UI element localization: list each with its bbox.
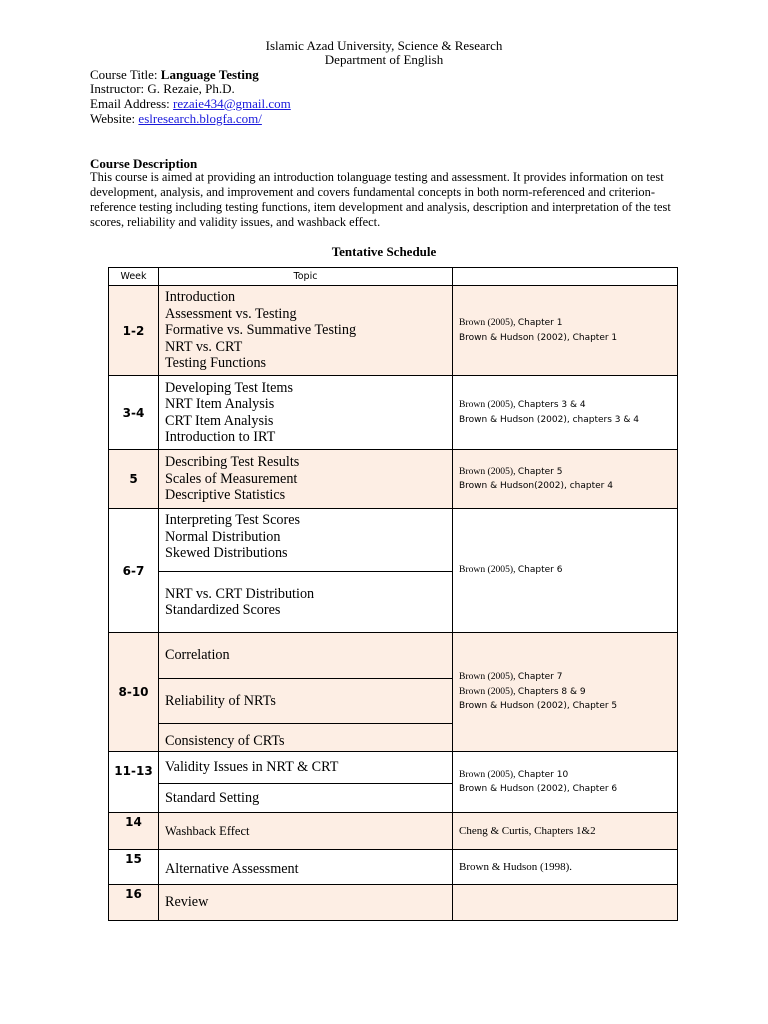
topic-cell bbox=[159, 509, 453, 572]
topic-cell bbox=[159, 572, 453, 633]
reading-item: Brown (2005), Chapter 5 bbox=[459, 465, 563, 477]
reading-item: Brown & Hudson (2002), Chapter 5 bbox=[459, 701, 618, 712]
table-row bbox=[109, 752, 678, 784]
topic-item: Review bbox=[165, 894, 209, 911]
reading-item: Brown (2005), Chapters 3 & 4 bbox=[459, 399, 586, 410]
topic-item: Skewed Distributions bbox=[165, 545, 288, 561]
course-title-value: Language Testing bbox=[160, 67, 259, 82]
topic-item: Testing Functions bbox=[165, 355, 267, 372]
week-cell: 8-10 bbox=[109, 633, 159, 752]
course-title-line bbox=[90, 67, 259, 82]
reading-cell bbox=[453, 450, 678, 509]
topic-item: Scales of Measurement bbox=[165, 470, 298, 487]
topic-item: NRT vs. CRT bbox=[165, 338, 243, 355]
topic-item: Reliability of NRTs bbox=[165, 692, 276, 709]
topic-item: Describing Test Results bbox=[165, 454, 300, 471]
table-row bbox=[109, 376, 678, 450]
website-line bbox=[90, 111, 262, 126]
topic-cell bbox=[159, 752, 453, 784]
reading-cell bbox=[453, 885, 678, 921]
week-cell: 15 bbox=[109, 850, 159, 885]
topic-item: NRT vs. CRT Distribution bbox=[165, 585, 315, 602]
topic-item: Assessment vs. Testing bbox=[165, 305, 297, 322]
table-row bbox=[109, 509, 678, 572]
reading-item: Brown (2005), Chapter 10 bbox=[459, 768, 569, 780]
topic-item: Introduction bbox=[165, 289, 236, 306]
table-row bbox=[109, 885, 678, 921]
reading-cell bbox=[453, 633, 678, 752]
website-label: Website: bbox=[90, 111, 139, 126]
topic-item: Developing Test Items bbox=[165, 379, 293, 396]
reading-item: Brown (2005), Chapter 1 bbox=[459, 317, 563, 328]
table-row bbox=[109, 813, 678, 850]
topic-item: Normal Distribution bbox=[165, 528, 281, 545]
course-description-text: This course is aimed at providing an introduction tolanguage testing and assessment. It provides information on test development, analysis, and improvement and covers fundamental concepts in both norm-referenced and criterion-reference testing including testing functions, item development and analysis, description and interpretation of the test scores, reliability and validity issues, and washback effect. bbox=[90, 170, 671, 229]
topic-item: Washback Effect bbox=[165, 823, 250, 838]
week-cell: 14 bbox=[109, 813, 159, 850]
topic-item: CRT Item Analysis bbox=[165, 412, 274, 429]
topic-item: Correlation bbox=[165, 647, 230, 664]
topic-cell bbox=[159, 784, 453, 813]
topic-item: Formative vs. Summative Testing bbox=[165, 322, 357, 339]
course-description-heading: Course Description bbox=[90, 156, 198, 171]
topic-item: Standard Setting bbox=[165, 789, 260, 806]
topic-cell bbox=[159, 885, 453, 921]
reading-item: Brown (2005), Chapter 7 bbox=[459, 671, 563, 683]
topic-cell bbox=[159, 813, 453, 850]
table-row bbox=[109, 450, 678, 509]
reading-header bbox=[453, 268, 678, 286]
topic-cell bbox=[159, 376, 453, 450]
week-cell: 1-2 bbox=[109, 286, 159, 376]
week-header: Week bbox=[109, 268, 159, 286]
topic-cell bbox=[159, 724, 453, 752]
topic-cell bbox=[159, 850, 453, 885]
reading-item: Brown & Hudson(2002), chapter 4 bbox=[459, 481, 613, 491]
topic-item: NRT Item Analysis bbox=[165, 396, 275, 412]
week-cell: 16 bbox=[109, 885, 159, 921]
schedule-title: Tentative Schedule bbox=[331, 244, 437, 259]
schedule-table bbox=[108, 267, 678, 921]
week-cell: 3-4 bbox=[109, 376, 159, 450]
course-title-label: Course Title: bbox=[90, 67, 161, 82]
topic-item: Validity Issues in NRT & CRT bbox=[165, 759, 339, 776]
week-cell: 11-13 bbox=[109, 752, 159, 813]
topic-item: Descriptive Statistics bbox=[165, 487, 286, 504]
week-cell: 5 bbox=[109, 450, 159, 509]
reading-cell bbox=[453, 376, 678, 450]
topic-cell bbox=[159, 679, 453, 724]
table-row bbox=[109, 286, 678, 376]
topic-cell bbox=[159, 450, 453, 509]
instructor-line: Instructor: G. Rezaie, Ph.D. bbox=[90, 81, 235, 96]
table-header-row bbox=[109, 268, 678, 286]
topic-item: Consistency of CRTs bbox=[165, 732, 285, 749]
topic-item: Alternative Assessment bbox=[165, 860, 299, 877]
topic-header: Topic bbox=[159, 268, 453, 286]
reading-cell bbox=[453, 286, 678, 376]
website-link[interactable]: eslresearch.blogfa.com/ bbox=[138, 111, 262, 126]
email-link[interactable]: rezaie434@gmail.com bbox=[173, 96, 291, 111]
reading-item: Cheng & Curtis, Chapters 1&2 bbox=[459, 824, 596, 837]
reading-cell bbox=[453, 752, 678, 813]
reading-item: Brown & Hudson (2002), Chapter 1 bbox=[459, 332, 618, 343]
reading-item: Brown & Hudson (2002), Chapter 6 bbox=[459, 784, 618, 794]
topic-item: Interpreting Test Scores bbox=[165, 512, 301, 528]
reading-item: Brown & Hudson (1998). bbox=[459, 860, 573, 873]
email-label: Email Address: bbox=[90, 96, 174, 111]
topic-item: Introduction to IRT bbox=[165, 429, 276, 445]
week-cell: 6-7 bbox=[109, 509, 159, 633]
topic-cell bbox=[159, 286, 453, 376]
reading-cell bbox=[453, 850, 678, 885]
university-name: Islamic Azad University, Science & Research bbox=[265, 38, 503, 53]
reading-item: Brown (2005), Chapters 8 & 9 bbox=[459, 685, 586, 697]
reading-item: Brown (2005), Chapter 6 bbox=[459, 564, 563, 576]
reading-item: Brown & Hudson (2002), chapters 3 & 4 bbox=[459, 414, 639, 425]
topic-cell bbox=[159, 633, 453, 679]
department-name: Department of English bbox=[324, 52, 444, 67]
table-row bbox=[109, 850, 678, 885]
table-row bbox=[109, 633, 678, 679]
reading-cell bbox=[453, 509, 678, 633]
topic-item: Standardized Scores bbox=[165, 602, 281, 618]
email-line bbox=[90, 96, 291, 111]
reading-cell bbox=[453, 813, 678, 850]
